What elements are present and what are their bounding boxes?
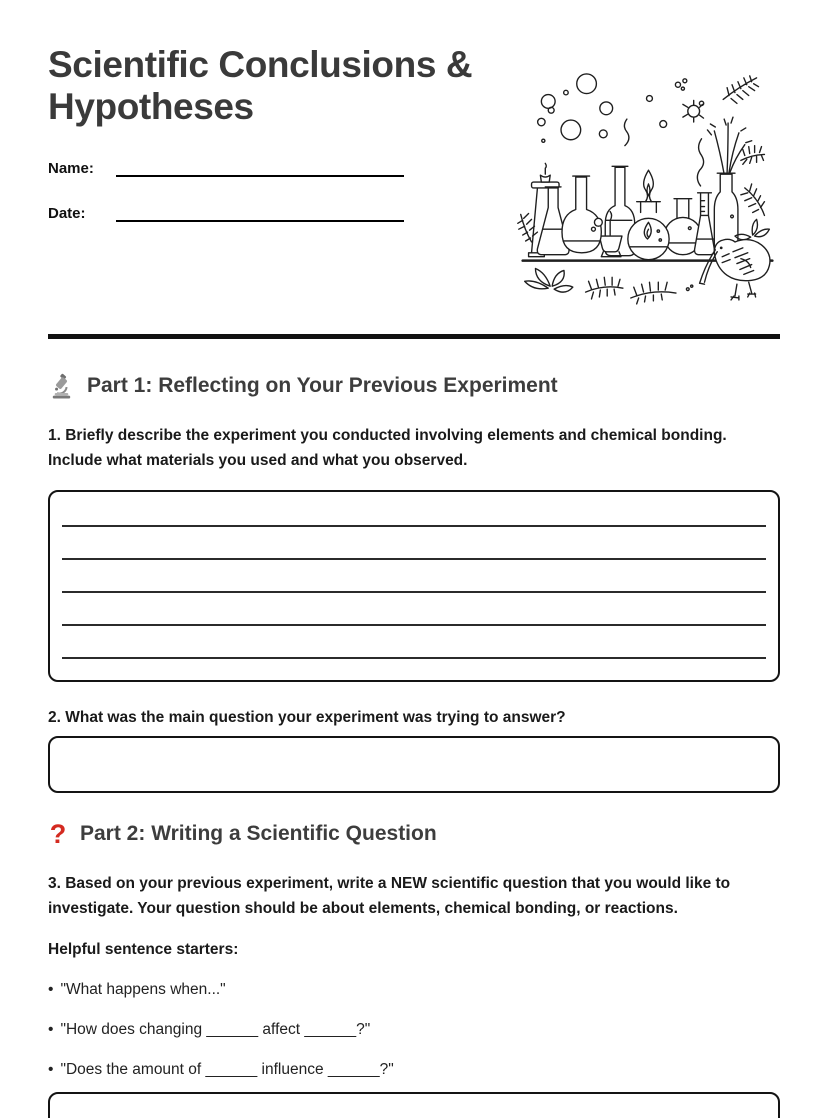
date-field-row [48,205,780,222]
name-field-row [48,160,780,177]
question-3: 3. Based on your previous experiment, write a NEW scientific question that you would like to investigate. Your question should be about elements, chemical bonding, or reactions. [48,875,731,917]
ruled-line [62,560,766,593]
microscope-icon [48,373,75,400]
sentence-starter-1 [48,977,780,1002]
date-label: Date: [48,205,86,222]
page-title: Scientific Conclusions & Hypotheses [48,44,473,127]
bullet-icon: • [48,1061,54,1078]
sentence-starter-3 [48,1057,780,1082]
sentence-starter-2 [48,1017,780,1042]
question-2: 2. What was the main question your experiment was trying to answer? [48,709,566,726]
ruled-line [62,626,766,659]
ruled-line [62,527,766,560]
question-1: 1. Briefly describe the experiment you conducted involving elements and chemical bonding. Include what materials you used and what you observed. [48,427,727,469]
date-line[interactable] [116,206,404,222]
starter-text: "How does changing ______ affect ______?" [60,1021,371,1038]
starters-label: Helpful sentence starters: [48,941,239,958]
answer-box-q1[interactable] [48,490,780,682]
name-line[interactable] [116,161,404,177]
bullet-icon: • [48,981,54,998]
part1-heading [48,371,780,401]
starter-text: "What happens when..." [60,981,226,998]
section-divider [48,334,780,339]
ruled-line [62,494,766,527]
answer-box-q2[interactable] [48,736,780,793]
question-mark-icon: ? [49,819,67,849]
ruled-line [62,593,766,626]
starter-text: "Does the amount of ______ influence ______?" [60,1061,394,1078]
bullet-icon: • [48,1021,54,1038]
answer-box-q3[interactable] [48,1092,780,1118]
name-label: Name: [48,160,94,177]
part2-heading-text: Part 2: Writing a Scientific Question [80,822,437,845]
part1-heading-text: Part 1: Reflecting on Your Previous Experiment [87,374,558,397]
part2-heading [48,819,780,849]
